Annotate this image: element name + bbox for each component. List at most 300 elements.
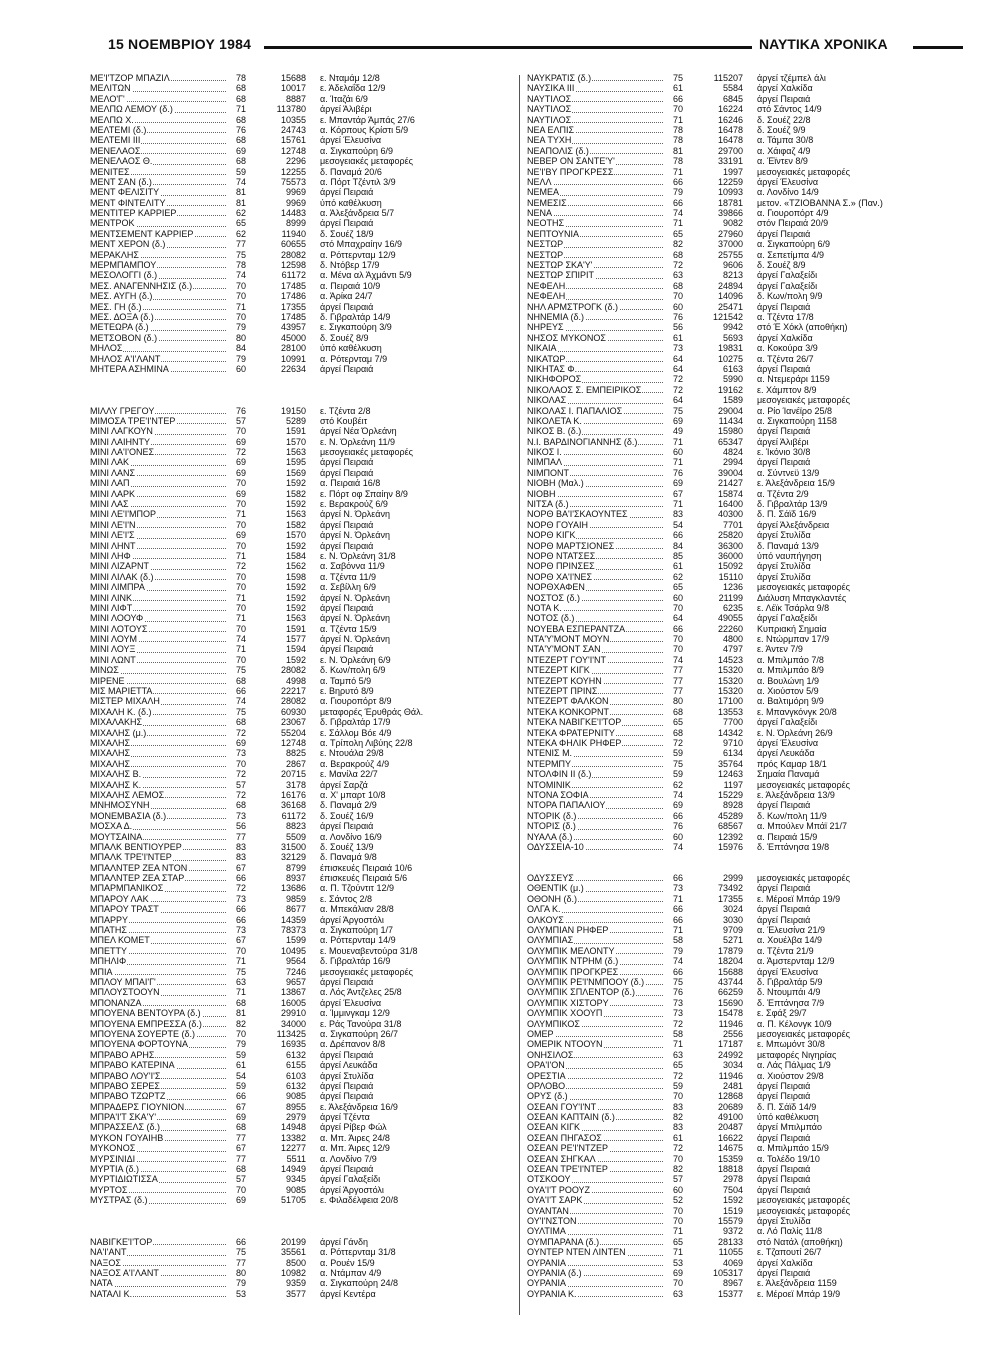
ship-name-text: ΝΤΕΚΑ ΦΗΛΙΚ ΡΗΦΕΡ [527,738,622,748]
tonnage: 9709 [722,925,743,936]
tonnage: 9359 [285,1278,306,1289]
ship-name [527,811,667,821]
ship-name [90,541,230,551]
build-year: 59 [673,1080,684,1091]
ship-row [527,489,947,499]
build-year: 53 [236,1288,247,1299]
build-year: 77 [673,675,684,686]
ship-name-text: ΜΠΟΝΑΝΖΑ [90,997,142,1008]
build-year: 66 [236,873,247,884]
tonnage: 1592 [285,478,306,489]
build-year: 66 [673,904,684,915]
ship-status: άργεί Πειραιά [320,602,374,613]
tonnage: 17485 [280,280,306,291]
ship-name [527,1143,667,1153]
tonnage: 5511 [286,1153,306,1164]
ship-row [527,655,947,665]
ship-status: άργεί Γάνδη [320,1236,369,1247]
ship-name-text: ΜΠΟΥΕΝΑ ΕΜΠΡΕΣΣΑ (δ.) [90,1018,202,1029]
ship-status: α. Πόρτ Τζέντιλ 3/9 [320,176,396,187]
ship-name [90,728,230,738]
build-year: 75 [673,73,684,83]
tonnage: 34000 [280,1018,306,1029]
build-year: 70 [673,1278,684,1289]
ship-name [527,790,667,800]
build-year: 74 [236,696,247,707]
ship-name-text: ΟΛΥΜΠΙΚ ΧΙΣΤΟΡΥ [527,997,609,1008]
ship-name [90,811,230,821]
build-year: 68 [236,93,247,104]
ship-name [527,655,667,665]
ship-name [527,946,667,956]
tonnage: 29700 [717,145,743,156]
ship-name-text: ΜΕΝΤΡΟΚ [90,218,135,229]
build-year: 80 [673,696,684,707]
ship-row [527,1091,947,1101]
ship-row [90,416,510,426]
tonnage: 24992 [717,1049,743,1060]
ship-status: μεταφορές Έρυθράς Θάλ. [320,706,424,717]
ship-status: δ. Κων/πολη 9/9 [757,291,823,302]
tonnage: 1592 [285,499,306,510]
ship-name-text: ΟΜΕΡΙΚ ΝΤΟΟΥΝ [527,1039,603,1050]
tonnage: 20715 [280,769,306,780]
ship-name [527,717,667,727]
ship-name-text: ΜΠΡΑΒΟ ΤΖΩΡΤΖ [90,1091,166,1102]
build-year: 82 [673,239,684,250]
ship-row [90,863,510,873]
ship-row [90,229,510,239]
tonnage: 2978 [722,1174,743,1185]
ship-row [90,312,510,322]
ship-row [527,676,947,686]
ship-row [90,811,510,821]
ship-name-text: ΜΙΝΙ ΛΙΦΤ [90,602,133,613]
ship-name-text: ΝΕΦΕΛΗ [527,291,566,302]
ship-row [90,250,510,260]
build-year: 68 [673,706,684,717]
ship-status: άργεί τζέμπελ άλι [757,73,826,83]
ship-status: α. Ρίο Ίανέϊρο 25/8 [757,405,833,416]
ship-status: Κυπριακή Σημαία [757,623,827,634]
ship-status: δ. Παναμά 2/9 [320,800,377,811]
ship-name-text: ΝΟΤΑ Κ. [527,602,562,613]
build-year: 75 [236,1247,247,1258]
build-year: 79 [673,187,684,198]
tonnage: 6134 [722,748,743,759]
ship-row [90,873,510,883]
tonnage: 19162 [717,384,743,395]
ship-status: άργεί Έλευσίνα [320,135,382,146]
tonnage: 1582 [285,488,306,499]
ship-name [527,1050,667,1060]
build-year: 70 [236,291,247,302]
build-year: 60 [673,1184,684,1195]
ship-name-text: ΜΠΙΑ [90,966,113,977]
ship-row [90,1258,510,1268]
issue-date: 15 ΝΟΕΜΒΡΙΟΥ 1984 [108,36,252,52]
ship-name [90,593,230,603]
ship-status: α. Σεπετίμπα 4/9 [757,249,825,260]
ship-status: ε. Ράς Τανούρα 31/8 [320,1018,402,1029]
ship-row [90,73,510,83]
tonnage: 15980 [717,426,743,437]
ship-list-section [90,1237,510,1299]
ship-status: α. Γιουροπόρτ 8/9 [320,696,392,707]
ship-status: άργεί Πειραιά [320,187,374,198]
ship-row [527,1258,947,1268]
ship-name [90,759,230,769]
ship-status: α. Σιγκαπούρη 1158 [757,415,837,426]
ship-name [527,1247,667,1257]
ship-name [90,1185,230,1195]
ship-status: άργεί Πειραιά [320,540,374,551]
ship-status: α. Χ' μπαρτ 10/8 [320,789,386,800]
build-year: 73 [673,343,684,354]
ship-name-text: ΝΕΑ ΤΥΧΗ [527,135,572,146]
ship-status: α. Δρέπανον 8/8 [320,1039,386,1050]
ship-name [527,291,667,301]
ship-row [527,73,947,83]
ship-name [90,520,230,530]
tonnage: 1570 [285,530,306,541]
tonnage: 8967 [722,1278,743,1289]
ship-row [90,83,510,93]
ship-name-text: ΜΙΝΙ ΛΑΙΗΝΤΥ [90,436,151,447]
build-year: 72 [236,789,247,800]
build-year: 71 [236,104,247,115]
ship-name [90,769,230,779]
tonnage: 7701 [722,519,743,530]
ship-name [90,946,230,956]
ship-status: α. Λονδίνο 16/9 [320,831,382,842]
ship-status: ε. Ίκόνιο 30/8 [757,447,811,458]
build-year: 82 [673,1164,684,1175]
ship-name-text: ΝΤΟΝΑ ΣΟΦΙΑ [527,789,589,800]
ship-status: άργεί Πειραιά [757,457,811,468]
ship-name [90,707,230,717]
ship-row [527,478,947,488]
ship-name-text: ΜΠΑΡΡΥ [90,914,129,925]
tonnage: 10982 [280,1267,306,1278]
build-year: 69 [673,478,684,489]
ship-row [90,821,510,831]
ship-row [527,873,947,883]
ship-name-text: ΜΙΝΙ ΛΑΝΣ [90,467,136,478]
ship-name-text: ΜΙΝΙ ΛΑ'Ι'ΟΝΕΣ [90,447,155,458]
tonnage: 9085 [285,1091,306,1102]
ship-row [527,146,947,156]
ship-name [90,187,230,197]
ship-row [527,1164,947,1174]
ship-status: δ. Κων/πολη 6/9 [320,665,386,676]
ship-name [90,832,230,842]
ship-name-text: ΜΙΧΑΛΗΣ Κ. [90,779,142,790]
ship-row [90,655,510,665]
tonnage: 3178 [285,779,306,790]
header-rule-right [913,46,963,49]
ship-row [527,364,947,374]
build-year: 69 [673,800,684,811]
tonnage: 6103 [285,1070,306,1081]
tonnage: 12748 [280,738,306,748]
ship-row [527,1247,947,1257]
ship-name-text: ΜΙΧΑΛΗ Κ. (δ.) [90,706,152,717]
ship-row [527,738,947,748]
build-year: 66 [673,93,684,104]
ship-name-text: ΜΙΝΩΣ [90,665,119,676]
ship-status: α. Μπ. Άιρες 12/9 [320,1143,390,1154]
ship-name-text: ΜΙΝΙ ΛΙΖΑΡΝΤ [90,561,150,572]
ship-row [527,759,947,769]
tonnage: 2556 [722,1028,743,1039]
tonnage: 1592 [285,582,306,593]
ship-name-text: ΝΙΚΟΛΕΤΑ Κ. [527,415,582,426]
build-year: 59 [236,166,247,177]
ship-name [90,83,230,93]
build-year: 70 [236,582,247,593]
ship-name-text: ΜΕΝΙΤΕΣ [90,166,130,177]
ship-name-text: ΝΑΥΤΙΛΟΣ [527,104,572,115]
tonnage: 8823 [285,821,306,832]
ship-status: άργεί Λευκάδα [320,1060,378,1071]
ship-name-text: ΝΙΚΑΤΩΡ [527,353,566,364]
tonnage: 15377 [717,1288,743,1299]
ship-name [90,406,230,416]
ship-name-text: ΜΙΝΙ ΛΕ'Ι'Ν [90,519,136,530]
ship-name [527,312,667,322]
ship-name-text: ΝΤΟΜΙΝΙΚ [527,779,571,790]
ship-row [527,832,947,842]
build-year: 64 [673,613,684,624]
ship-row [90,696,510,706]
ship-status: μεσογειακές μεταφορές [757,582,850,593]
tonnage: 25471 [717,301,743,312]
tonnage: 11946 [718,1018,743,1029]
tonnage: 15688 [280,73,306,83]
ship-status: άργεί Πειραιά [757,301,811,312]
ship-row [90,1133,510,1143]
ship-status: δ. Παναμά 9/8 [320,852,377,863]
ship-name [90,156,230,166]
ship-name [90,1174,230,1184]
ship-row [90,468,510,478]
ship-name-text: ΝΕΜΕΑ [527,187,560,198]
build-year: 71 [236,644,247,655]
ship-name-text: ΝΙΤΣΑ (δ.) [527,499,569,510]
build-year: 66 [673,966,684,977]
ship-name [90,603,230,613]
tonnage: 35561 [280,1247,306,1258]
ship-name [90,1122,230,1132]
ship-name [90,582,230,592]
ship-row [527,208,947,218]
tonnage: 15092 [717,561,743,572]
ship-name-text: ΝΕΝΑ [527,208,553,219]
ship-name-text: ΝΟΡΘ ΒΑ'Ι'ΣΚΑΟΥΝΤΕΣ [527,509,628,520]
ship-row [90,977,510,987]
build-year: 83 [236,852,247,863]
ship-status: άργεί Νέα Όρλεάνη [320,426,397,437]
ship-status: α. Ρότερνταμ 7/9 [320,353,388,364]
ship-row [90,707,510,717]
ship-name-text: ΝΟΡΘΧΑΦΕΝ [527,582,585,593]
ship-row [90,1029,510,1039]
section-gap [90,1216,510,1226]
ship-name [527,333,667,343]
ship-name [527,593,667,603]
ship-row [90,1237,510,1247]
ship-name-text: ΜΙΧΑΛΗΣ [90,738,131,748]
ship-name [527,426,667,436]
ship-name-text: ΜΕΝΤ ΦΕΛΙΣΙΤΥ [90,187,160,198]
ship-name [90,1060,230,1070]
ship-name-text: ΝΗΣΟΣ ΜΥΚΟΝΟΣ [527,332,606,343]
tonnage: 2481 [722,1080,743,1091]
ship-name [527,83,667,93]
ship-status: α. Χιούστον 5/9 [757,686,819,697]
ship-name [527,395,667,405]
ship-name [90,894,230,904]
ship-status: ύπό καθέλκυση [757,1112,819,1123]
ship-name [90,842,230,852]
ship-status: ε. Σάντος 2/8 [320,893,373,904]
ship-row [527,187,947,197]
ship-status: ε. Βηρυτό 8/9 [320,686,374,697]
tonnage: 1598 [285,571,306,582]
build-year: 71 [673,1247,684,1258]
build-year: 68 [236,135,247,146]
ship-status: α. Τζέντα 11/9 [320,571,376,582]
ship-status: άργεί Πειραιά [320,519,374,530]
ship-name [90,935,230,945]
ship-status: α. Μένα αλ Άχμάντι 5/9 [320,270,412,281]
build-year: 77 [236,1132,247,1143]
ship-status: α. Ίταζάι 6/9 [320,93,368,104]
ship-status: άργεί Ν. Όρλεάνη [320,634,390,645]
tonnage: 1563 [285,447,306,458]
build-year: 74 [673,956,684,967]
ship-status: άργεί Λευκάδα [757,748,815,759]
ship-status: άργεί Ν. Όρλεάνη [320,509,390,520]
ship-name-text: ΝΤΕΚΑ ΝΑΒΙΓΚΕ'Ι'ΤΟΡ [527,717,622,728]
tonnage: 16246 [717,114,743,125]
ship-name-text: ΝΙΚΗΦΟΡΟΣ [527,374,582,385]
ship-name-text: ΟΡΥΣ (δ.) [527,1091,568,1102]
ship-row [527,1019,947,1029]
build-year: 75 [673,758,684,769]
build-year: 68 [236,114,247,125]
ship-name-text: ΟΡΕΣΤΙΑ [527,1070,566,1081]
ship-status: α. Σιγκαπούρη 1/7 [320,925,394,936]
ship-name-text: ΜΟΝΕΜΒΑΣΙΑ (δ.) [90,810,167,821]
ship-status: άργεί Έλευσίνα [757,176,819,187]
ship-name [527,541,667,551]
tonnage: 17100 [717,696,743,707]
build-year: 80 [236,332,247,343]
ship-name [527,354,667,364]
tonnage: 10991 [280,353,306,364]
ship-status: α. Ρόττερνταμ 12/9 [320,249,396,260]
ship-name-text: ΜΟΥΤΣΑΙΝΑ [90,831,143,842]
ship-name-text: ΜΙΝΙ ΛΟΥΞ [90,644,136,655]
ship-row [527,1216,947,1226]
build-year: 68 [236,1164,247,1175]
build-year: 66 [673,873,684,884]
build-year: 65 [673,1060,684,1071]
ship-name-text: ΝΑΞΟΣ [90,1257,121,1268]
build-year: 67 [236,1143,247,1154]
ship-name [527,135,667,145]
ship-status: α. Τζέντα 21/9 [757,945,814,956]
tonnage: 43957 [280,322,306,333]
ship-name [90,821,230,831]
ship-row [90,187,510,197]
ship-name-text: ΝΕΣΤΩΡ ΣΠΙΡΙΤ [527,270,595,281]
ship-row [527,416,947,426]
tonnage: 8213 [722,270,743,281]
build-year: 73 [236,925,247,936]
tonnage: 29910 [280,1008,306,1019]
ship-name-text: ΟΛΥΜΠΙΚ ΧΟΟΥΠ [527,1008,603,1019]
tonnage: 15874 [717,488,743,499]
ship-status: ε. Ν. Όρλεάνη 11/9 [320,436,396,447]
ship-status: άργεί Ν. Όρλεάνη [320,613,390,624]
ship-name-text: ΝΤΑ'Υ'ΜΟΝΤ ΜΟΥΝ [527,634,610,645]
tonnage: 16400 [717,499,743,510]
ship-row [90,1112,510,1122]
ship-status: ε. Άλεξάνδρεια 13/9 [757,789,835,800]
ship-status: άργεί Πειραιά [757,1132,811,1143]
tonnage: 9657 [285,976,306,987]
build-year: 67 [673,488,684,499]
ship-name [527,499,667,509]
ship-row [527,883,947,893]
tonnage: 13553 [717,706,743,717]
ship-name-text: ΜΥΚΟΝ ΓΟΥΑΙΗΒ [90,1132,164,1143]
build-year: 70 [673,644,684,655]
build-year: 71 [673,925,684,936]
ship-name-text: ΟΡΑ'Ι'ΟΝ [527,1060,565,1071]
ship-name [527,1278,667,1288]
tonnage: 121542 [712,311,743,322]
ship-name [90,1039,230,1049]
tonnage: 15579 [717,1215,743,1226]
build-year: 76 [236,124,247,135]
ship-name [90,218,230,228]
build-year: 61 [236,1060,247,1071]
ship-row [90,624,510,634]
build-year: 69 [673,415,684,426]
ship-name [527,322,667,332]
tonnage: 40300 [717,509,743,520]
build-year: 81 [236,197,247,208]
ship-name-text: ΝΕΟΤΗΣ [527,218,565,229]
tonnage: 9606 [722,260,743,271]
ship-row [527,821,947,831]
ship-list-section [527,73,947,852]
section-gap [527,852,947,862]
build-year: 81 [673,145,684,156]
ship-status: δ. Γιβραλτάρ 17/9 [320,717,391,728]
tonnage: 1997 [722,166,743,177]
ship-status: άργεί Πειραιά [320,457,374,468]
ship-row [90,1185,510,1195]
build-year: 70 [236,758,247,769]
ship-row [90,613,510,623]
ship-row [90,582,510,592]
ship-status: άργεί Πειραιά [757,883,811,894]
